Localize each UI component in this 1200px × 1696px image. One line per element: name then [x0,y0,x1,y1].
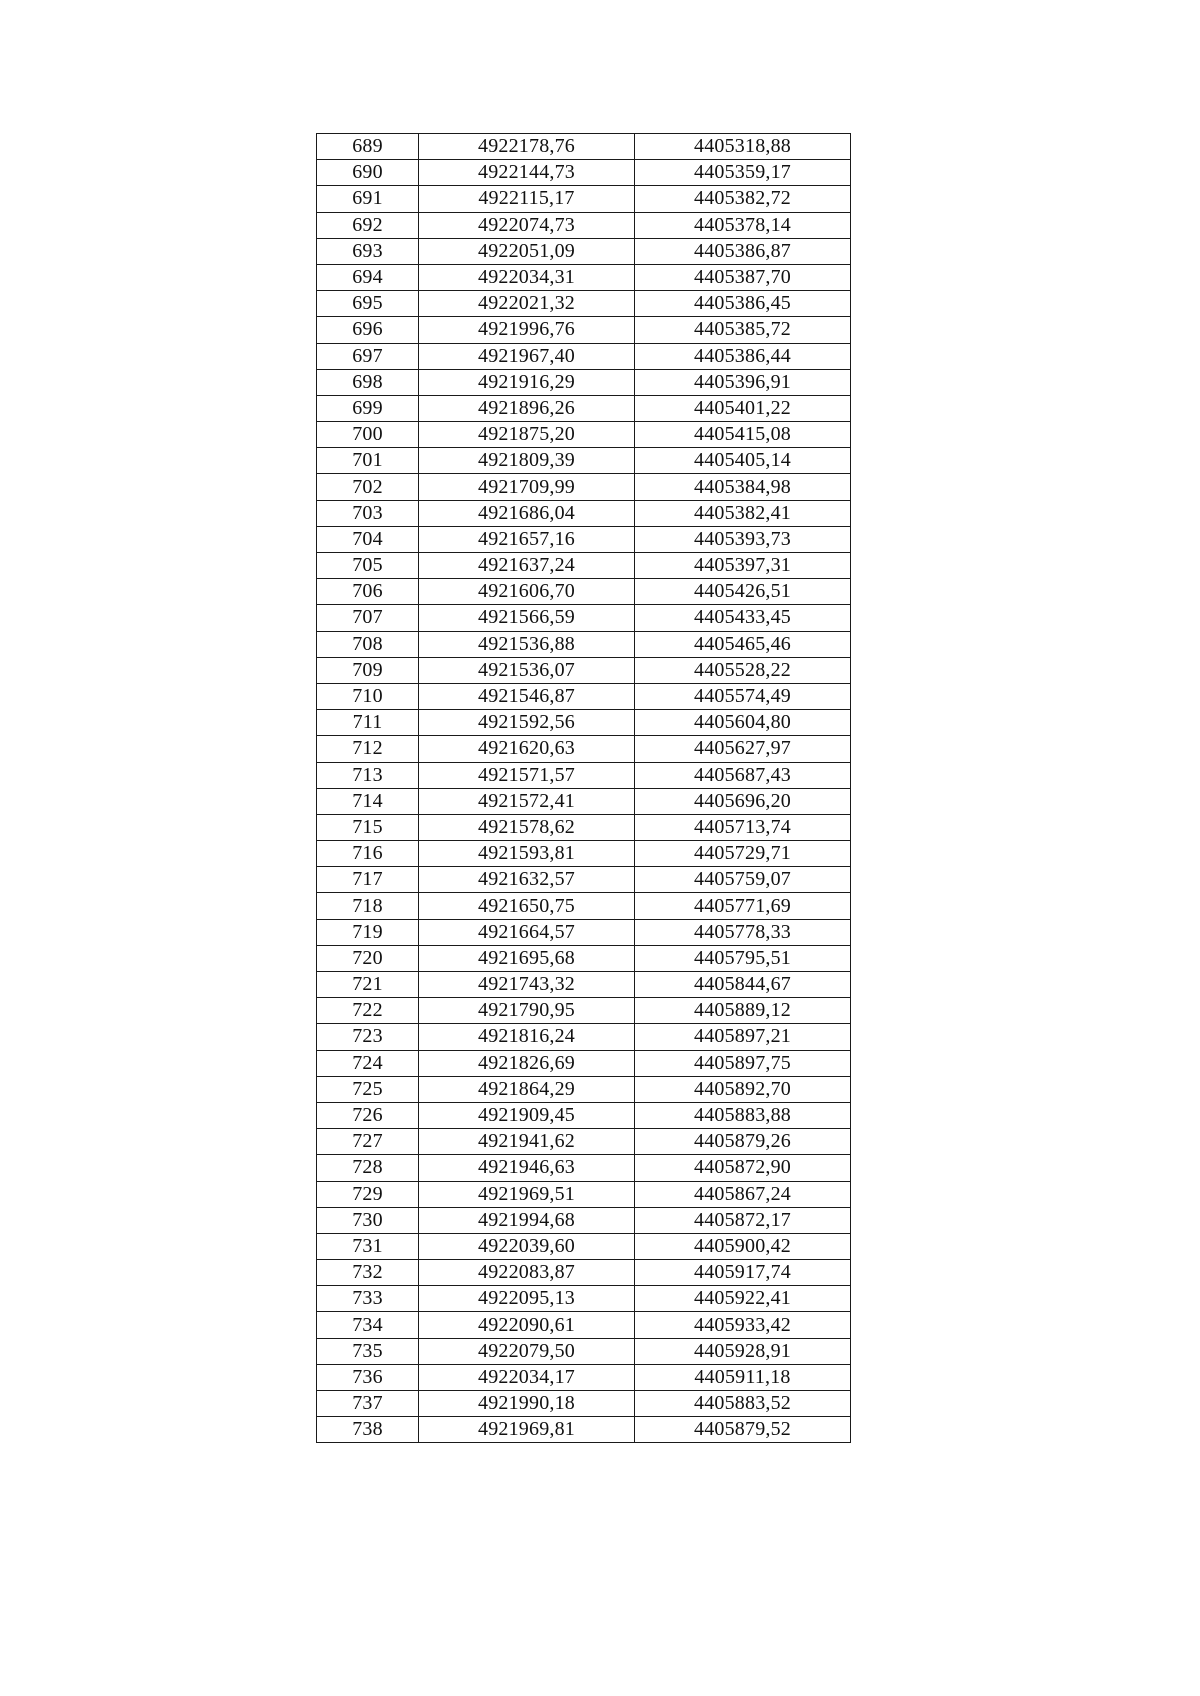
table-row [317,788,851,814]
y-coordinate-cell: 4405604,80 [635,710,851,736]
table-row [317,998,851,1024]
table-row [317,1076,851,1102]
table-row [317,474,851,500]
table-row [317,186,851,212]
table-row [317,1050,851,1076]
x-coordinate-cell: 4921536,88 [419,631,635,657]
table-row [317,1233,851,1259]
table-row [317,736,851,762]
point-number-cell: 726 [317,1102,419,1128]
y-coordinate-cell: 4405426,51 [635,579,851,605]
table-row [317,1391,851,1417]
point-number-cell: 694 [317,264,419,290]
table-row [317,893,851,919]
y-coordinate-cell: 4405771,69 [635,893,851,919]
point-number-cell: 703 [317,500,419,526]
table-row [317,369,851,395]
point-number-cell: 721 [317,972,419,998]
y-coordinate-cell: 4405928,91 [635,1338,851,1364]
point-number-cell: 704 [317,526,419,552]
point-number-cell: 717 [317,867,419,893]
y-coordinate-cell: 4405922,41 [635,1286,851,1312]
y-coordinate-cell: 4405933,42 [635,1312,851,1338]
point-number-cell: 689 [317,134,419,160]
point-number-cell: 729 [317,1181,419,1207]
x-coordinate-cell: 4921593,81 [419,841,635,867]
y-coordinate-cell: 4405872,17 [635,1207,851,1233]
x-coordinate-cell: 4922115,17 [419,186,635,212]
x-coordinate-cell: 4921709,99 [419,474,635,500]
table-row [317,1129,851,1155]
point-number-cell: 705 [317,553,419,579]
point-number-cell: 709 [317,657,419,683]
x-coordinate-cell: 4921578,62 [419,814,635,840]
x-coordinate-cell: 4922074,73 [419,212,635,238]
point-number-cell: 724 [317,1050,419,1076]
table-row [317,1364,851,1390]
x-coordinate-cell: 4921571,57 [419,762,635,788]
point-number-cell: 708 [317,631,419,657]
point-number-cell: 737 [317,1391,419,1417]
y-coordinate-cell: 4405386,45 [635,291,851,317]
y-coordinate-cell: 4405879,26 [635,1129,851,1155]
x-coordinate-cell: 4921686,04 [419,500,635,526]
point-number-cell: 727 [317,1129,419,1155]
x-coordinate-cell: 4922034,31 [419,264,635,290]
x-coordinate-cell: 4921657,16 [419,526,635,552]
y-coordinate-cell: 4405900,42 [635,1233,851,1259]
y-coordinate-cell: 4405465,46 [635,631,851,657]
point-number-cell: 714 [317,788,419,814]
point-number-cell: 736 [317,1364,419,1390]
table-row [317,1155,851,1181]
y-coordinate-cell: 4405879,52 [635,1417,851,1443]
table-row [317,343,851,369]
point-number-cell: 707 [317,605,419,631]
point-number-cell: 731 [317,1233,419,1259]
x-coordinate-cell: 4921916,29 [419,369,635,395]
point-number-cell: 691 [317,186,419,212]
table-row [317,814,851,840]
y-coordinate-cell: 4405897,75 [635,1050,851,1076]
x-coordinate-cell: 4921826,69 [419,1050,635,1076]
y-coordinate-cell: 4405386,44 [635,343,851,369]
x-coordinate-cell: 4921790,95 [419,998,635,1024]
x-coordinate-cell: 4921896,26 [419,395,635,421]
x-coordinate-cell: 4921864,29 [419,1076,635,1102]
y-coordinate-cell: 4405627,97 [635,736,851,762]
x-coordinate-cell: 4921695,68 [419,945,635,971]
point-number-cell: 723 [317,1024,419,1050]
y-coordinate-cell: 4405415,08 [635,422,851,448]
table-row [317,1024,851,1050]
y-coordinate-cell: 4405378,14 [635,212,851,238]
point-number-cell: 728 [317,1155,419,1181]
table-row [317,657,851,683]
x-coordinate-cell: 4922021,32 [419,291,635,317]
y-coordinate-cell: 4405872,90 [635,1155,851,1181]
x-coordinate-cell: 4921632,57 [419,867,635,893]
y-coordinate-cell: 4405433,45 [635,605,851,631]
coordinates-table-body [317,134,851,1443]
table-row [317,553,851,579]
x-coordinate-cell: 4921592,56 [419,710,635,736]
point-number-cell: 712 [317,736,419,762]
point-number-cell: 738 [317,1417,419,1443]
y-coordinate-cell: 4405528,22 [635,657,851,683]
point-number-cell: 701 [317,448,419,474]
x-coordinate-cell: 4921650,75 [419,893,635,919]
point-number-cell: 719 [317,919,419,945]
x-coordinate-cell: 4921620,63 [419,736,635,762]
table-row [317,762,851,788]
point-number-cell: 722 [317,998,419,1024]
x-coordinate-cell: 4922144,73 [419,160,635,186]
point-number-cell: 732 [317,1260,419,1286]
x-coordinate-cell: 4921546,87 [419,683,635,709]
table-row [317,264,851,290]
point-number-cell: 695 [317,291,419,317]
table-row [317,919,851,945]
table-row [317,291,851,317]
table-row [317,238,851,264]
point-number-cell: 710 [317,683,419,709]
table-row [317,134,851,160]
y-coordinate-cell: 4405795,51 [635,945,851,971]
point-number-cell: 715 [317,814,419,840]
y-coordinate-cell: 4405696,20 [635,788,851,814]
table-row [317,526,851,552]
point-number-cell: 733 [317,1286,419,1312]
table-row [317,841,851,867]
point-number-cell: 697 [317,343,419,369]
point-number-cell: 730 [317,1207,419,1233]
table-row [317,710,851,736]
y-coordinate-cell: 4405897,21 [635,1024,851,1050]
point-number-cell: 690 [317,160,419,186]
table-row [317,448,851,474]
table-row [317,1102,851,1128]
y-coordinate-cell: 4405892,70 [635,1076,851,1102]
y-coordinate-cell: 4405384,98 [635,474,851,500]
x-coordinate-cell: 4921566,59 [419,605,635,631]
y-coordinate-cell: 4405729,71 [635,841,851,867]
point-number-cell: 720 [317,945,419,971]
table-row [317,945,851,971]
y-coordinate-cell: 4405883,88 [635,1102,851,1128]
x-coordinate-cell: 4921994,68 [419,1207,635,1233]
x-coordinate-cell: 4922178,76 [419,134,635,160]
point-number-cell: 711 [317,710,419,736]
y-coordinate-cell: 4405359,17 [635,160,851,186]
point-number-cell: 702 [317,474,419,500]
x-coordinate-cell: 4921664,57 [419,919,635,945]
point-number-cell: 718 [317,893,419,919]
x-coordinate-cell: 4921946,63 [419,1155,635,1181]
y-coordinate-cell: 4405911,18 [635,1364,851,1390]
y-coordinate-cell: 4405405,14 [635,448,851,474]
x-coordinate-cell: 4922095,13 [419,1286,635,1312]
table-row [317,683,851,709]
x-coordinate-cell: 4921969,81 [419,1417,635,1443]
x-coordinate-cell: 4921816,24 [419,1024,635,1050]
table-row [317,631,851,657]
x-coordinate-cell: 4922090,61 [419,1312,635,1338]
table-row [317,212,851,238]
point-number-cell: 706 [317,579,419,605]
y-coordinate-cell: 4405844,67 [635,972,851,998]
y-coordinate-cell: 4405396,91 [635,369,851,395]
x-coordinate-cell: 4921875,20 [419,422,635,448]
x-coordinate-cell: 4922083,87 [419,1260,635,1286]
x-coordinate-cell: 4921909,45 [419,1102,635,1128]
table-row [317,1286,851,1312]
x-coordinate-cell: 4922034,17 [419,1364,635,1390]
y-coordinate-cell: 4405574,49 [635,683,851,709]
y-coordinate-cell: 4405889,12 [635,998,851,1024]
x-coordinate-cell: 4922079,50 [419,1338,635,1364]
point-number-cell: 696 [317,317,419,343]
table-row [317,160,851,186]
table-row [317,605,851,631]
table-row [317,317,851,343]
x-coordinate-cell: 4921536,07 [419,657,635,683]
y-coordinate-cell: 4405386,87 [635,238,851,264]
x-coordinate-cell: 4921969,51 [419,1181,635,1207]
x-coordinate-cell: 4921967,40 [419,343,635,369]
x-coordinate-cell: 4921990,18 [419,1391,635,1417]
x-coordinate-cell: 4921743,32 [419,972,635,998]
x-coordinate-cell: 4921606,70 [419,579,635,605]
y-coordinate-cell: 4405318,88 [635,134,851,160]
y-coordinate-cell: 4405917,74 [635,1260,851,1286]
x-coordinate-cell: 4921996,76 [419,317,635,343]
point-number-cell: 713 [317,762,419,788]
table-row [317,972,851,998]
point-number-cell: 725 [317,1076,419,1102]
point-number-cell: 693 [317,238,419,264]
y-coordinate-cell: 4405393,73 [635,526,851,552]
y-coordinate-cell: 4405382,41 [635,500,851,526]
table-row [317,1181,851,1207]
y-coordinate-cell: 4405687,43 [635,762,851,788]
x-coordinate-cell: 4921637,24 [419,553,635,579]
x-coordinate-cell: 4921809,39 [419,448,635,474]
table-row [317,867,851,893]
table-row [317,1260,851,1286]
table-row [317,579,851,605]
y-coordinate-cell: 4405713,74 [635,814,851,840]
point-number-cell: 735 [317,1338,419,1364]
table-row [317,1417,851,1443]
x-coordinate-cell: 4921941,62 [419,1129,635,1155]
y-coordinate-cell: 4405778,33 [635,919,851,945]
x-coordinate-cell: 4922039,60 [419,1233,635,1259]
table-row [317,1207,851,1233]
x-coordinate-cell: 4922051,09 [419,238,635,264]
y-coordinate-cell: 4405387,70 [635,264,851,290]
x-coordinate-cell: 4921572,41 [419,788,635,814]
y-coordinate-cell: 4405382,72 [635,186,851,212]
point-number-cell: 716 [317,841,419,867]
table-row [317,422,851,448]
table-row [317,395,851,421]
table-row [317,1312,851,1338]
coordinates-table [316,133,851,1443]
y-coordinate-cell: 4405759,07 [635,867,851,893]
y-coordinate-cell: 4405397,31 [635,553,851,579]
point-number-cell: 699 [317,395,419,421]
y-coordinate-cell: 4405883,52 [635,1391,851,1417]
y-coordinate-cell: 4405867,24 [635,1181,851,1207]
table-row [317,500,851,526]
point-number-cell: 692 [317,212,419,238]
y-coordinate-cell: 4405401,22 [635,395,851,421]
point-number-cell: 698 [317,369,419,395]
point-number-cell: 700 [317,422,419,448]
point-number-cell: 734 [317,1312,419,1338]
table-row [317,1338,851,1364]
y-coordinate-cell: 4405385,72 [635,317,851,343]
